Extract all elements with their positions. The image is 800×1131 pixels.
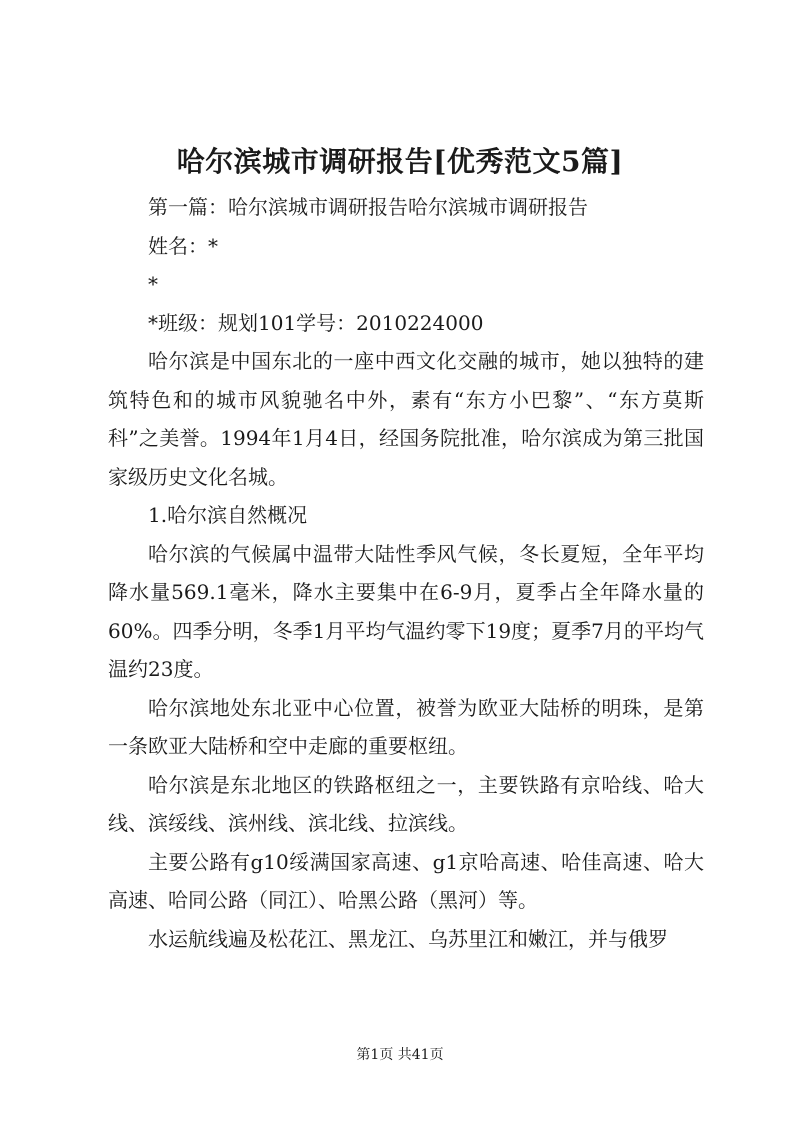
paragraph: 哈尔滨是东北地区的铁路枢纽之一，主要铁路有京哈线、哈大线、滨绥线、滨州线、滨北线、拉滨线。 [108, 772, 704, 835]
paragraph: 哈尔滨的气候属中温带大陆性季风气候，冬长夏短，全年平均降水量569.1毫米，降水主要集中在6-9月，夏季占全年降水量的60%。四季分明，冬季1月平均气温约零下19度；夏季7月的平均气温约23度。 [108, 541, 704, 681]
document-body [108, 188, 704, 958]
paragraph: 主要公路有g10绥满国家高速、g1京哈高速、哈佳高速、哈大高速、哈同公路（同江）、哈黑公路（黑河）等。 [108, 849, 704, 912]
paragraph: * [148, 272, 158, 296]
page-number-footer: 第1页 共41页 [356, 1047, 444, 1063]
paragraph: 水运航线遍及松花江、黑龙江、乌苏里江和嫩江，并与俄罗 [148, 926, 668, 951]
section-heading: 1.哈尔滨自然概况 [148, 503, 308, 527]
paragraph: 哈尔滨地处东北亚中心位置，被誉为欧亚大陆桥的明珠，是第一条欧亚大陆桥和空中走廊的重要枢纽。 [108, 695, 704, 758]
paragraph: *班级：规划101学号：2010224000 [148, 310, 484, 335]
paragraph: 第一篇：哈尔滨城市调研报告哈尔滨城市调研报告 [148, 195, 588, 219]
document-title: 哈尔滨城市调研报告[优秀范文5篇] [176, 145, 624, 178]
paragraph: 姓名：* [148, 233, 218, 258]
paragraph: 哈尔滨是中国东北的一座中西文化交融的城市，她以独特的建筑特色和的城市风貌驰名中外，素有“东方小巴黎”、“东方莫斯科”之美誉。1994年1月4日，经国务院批准，哈尔滨成为第三批国家级历史文化名城。 [108, 349, 704, 489]
